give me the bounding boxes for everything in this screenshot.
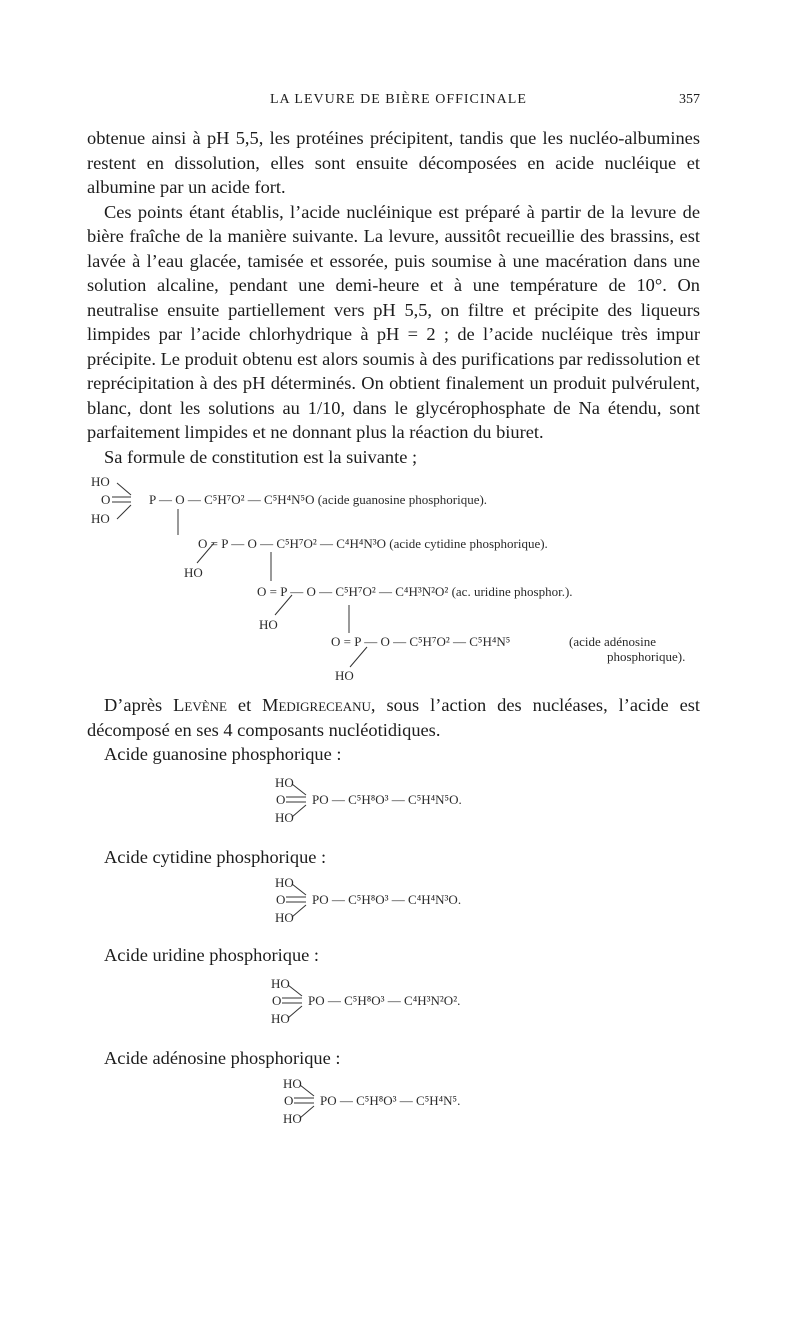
formula-row-cytidine: O = P — O — C⁵H⁷O² — C⁴H⁴N³O (acide cytidine phosphorique). bbox=[198, 536, 548, 551]
formula-ho-cytidine: HO bbox=[184, 565, 203, 580]
page-number: 357 bbox=[679, 92, 700, 107]
constitution-formula bbox=[87, 469, 700, 687]
uridine-o: O bbox=[272, 992, 282, 1008]
paragraph-1: obtenue ainsi à pH 5,5, les protéines précipitent, tandis que les nucléo-albumines restent en dissolution, elles sont ensuite décomposées en acide nucléique et albumine par un acide fort. bbox=[87, 128, 700, 197]
guanosine-ho-bottom: HO bbox=[275, 809, 294, 825]
guanosine-formula: PO — C⁵H⁸O³ — C⁵H⁴N⁵O. bbox=[312, 791, 462, 807]
guanosine-o: O bbox=[276, 791, 286, 807]
adenosine-ho-bottom: HO bbox=[283, 1111, 302, 1126]
adenosine-o: O bbox=[284, 1093, 294, 1108]
paragraph-4 bbox=[87, 693, 700, 742]
guanosine-ho-top: HO bbox=[275, 774, 294, 790]
running-title: LA LEVURE DE BIÈRE OFFICINALE bbox=[270, 92, 527, 107]
running-header bbox=[80, 92, 700, 114]
cytidine-formula: PO — C⁵H⁸O³ — C⁴H⁴N³O. bbox=[312, 892, 462, 907]
nucleotide-label-cytidine: Acide cytidine phosphorique : bbox=[104, 846, 327, 867]
uridine-formula: PO — C⁵H⁸O³ — C⁴H³N²O². bbox=[308, 992, 461, 1008]
formula-row-guanosine: P — O — C⁵H⁷O² — C⁵H⁴N⁵O (acide guanosine phosphorique). bbox=[149, 492, 488, 507]
cytidine-ho-bottom: HO bbox=[275, 910, 294, 925]
uridine-ho-top: HO bbox=[271, 975, 290, 991]
uridine-ho-bottom: HO bbox=[271, 1010, 290, 1026]
formula-ho-adenosine: HO bbox=[335, 668, 354, 683]
adenosine-ho-top: HO bbox=[283, 1076, 302, 1091]
formula-row-uridine: O = P — O — C⁵H⁷O² — C⁴H³N²O² (ac. uridine phosphor.). bbox=[257, 584, 573, 599]
formula-o-top: O bbox=[101, 492, 111, 507]
adenosine-formula: PO — C⁵H⁸O³ — C⁵H⁴N⁵. bbox=[320, 1093, 461, 1108]
nucleotide-formula-adenosine bbox=[87, 1070, 700, 1140]
author-medigreceanu: Medigreceanu bbox=[262, 695, 371, 715]
nucleotide-formula-guanosine bbox=[87, 767, 700, 839]
p4-text-1: D’après bbox=[104, 695, 174, 715]
formula-ho-top: HO bbox=[91, 474, 110, 489]
paragraph-2: Ces points étant établis, l’acide nucléinique est préparé à partir de la levure de bière fraîche de la manière suivante. La levure, aussitôt recueillie des brassins, est lavée à l’eau glacée, tamisée et essorée, puis soumise à une macération dans une solution alcaline, pendant une demi-heure et à une température de 10°. On neutralise ensuite partiellement vers pH 5,5, on filtre et précipite des liqueurs limpides par l’acide chlorhydrique à pH = 2 ; de l’acide nucléique très impur précipite. Le produit obtenu est alors soumis à des purifications par redissolution et reprécipitation à des pH déterminés. On obtient finalement un produit pulvérulent, blanc, dont les solutions au 1/10, dans le glycérophosphate de Na étendu, sont parfaitement limpides et ne donnant plus la réaction du biuret. bbox=[87, 201, 700, 442]
cytidine-o: O bbox=[276, 892, 286, 907]
p4-text-2: et bbox=[226, 695, 263, 715]
formula-adenosine-note-2: phosphorique). bbox=[607, 649, 686, 664]
formula-adenosine-note-1: (acide adénosine bbox=[569, 634, 656, 649]
formula-row-adenosine: O = P — O — C⁵H⁷O² — C⁵H⁴N⁵ bbox=[331, 634, 511, 649]
nucleotide-label-guanosine: Acide guanosine phosphorique : bbox=[104, 744, 342, 764]
formula-ho-bottom: HO bbox=[91, 511, 110, 526]
formula-ho-uridine: HO bbox=[259, 617, 278, 632]
nucleotide-formula-uridine bbox=[87, 968, 700, 1040]
nucleotide-label-uridine: Acide uridine phosphorique : bbox=[104, 945, 320, 965]
nucleotide-label-adenosine: Acide adénosine phosphorique : bbox=[104, 1047, 341, 1068]
p4-text-3: , sous l’action des nucléases, l’acide est décomposé en ses 4 composants nucléotidiques. bbox=[87, 695, 701, 740]
page-body bbox=[87, 126, 700, 1140]
author-levene: Levène bbox=[173, 695, 227, 715]
paragraph-3: Sa formule de constitution est la suivante ; bbox=[104, 446, 418, 467]
nucleotide-formula-cytidine bbox=[87, 869, 700, 939]
cytidine-ho-top: HO bbox=[275, 875, 294, 890]
